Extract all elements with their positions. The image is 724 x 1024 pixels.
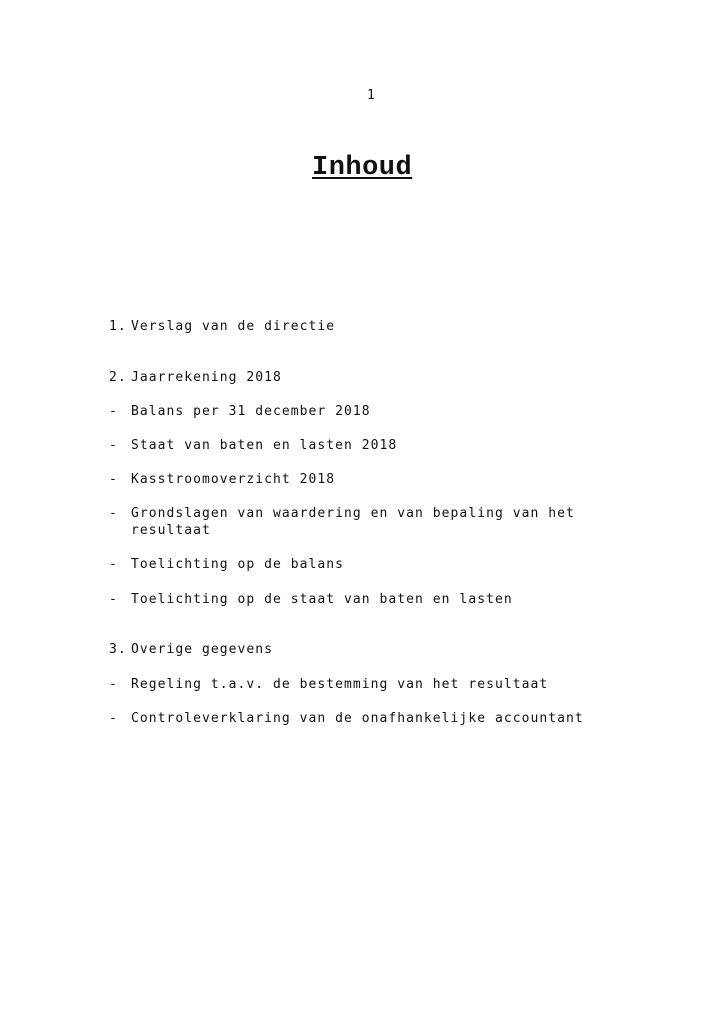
section-label: Verslag van de directie [131, 319, 336, 334]
section-number: 3. [109, 642, 127, 657]
bullet-dash: - [109, 677, 118, 692]
bullet-dash: - [109, 592, 118, 607]
section-number: 2. [109, 370, 127, 385]
bullet-dash: - [109, 472, 118, 487]
item-label: Staat van baten en lasten 2018 [131, 438, 398, 453]
item-label: Grondslagen van waardering en van bepaling van het [131, 506, 575, 521]
item-label: Kasstroomoverzicht 2018 [131, 472, 336, 487]
item-label: Controleverklaring van de onafhankelijke accountant [131, 711, 584, 726]
item-label: Toelichting op de staat van baten en lasten [131, 592, 513, 607]
page-number: 1 [367, 88, 375, 103]
page-title: Inhoud [312, 153, 413, 183]
item-label: Regeling t.a.v. de bestemming van het resultaat [131, 677, 549, 692]
item-label-continuation: resultaat [131, 523, 211, 538]
item-label: Balans per 31 december 2018 [131, 404, 371, 419]
section-number: 1. [109, 319, 127, 334]
bullet-dash: - [109, 711, 118, 726]
bullet-dash: - [109, 438, 118, 453]
bullet-dash: - [109, 557, 118, 572]
bullet-dash: - [109, 506, 118, 521]
section-label: Jaarrekening 2018 [131, 370, 282, 385]
section-label: Overige gegevens [131, 642, 274, 657]
item-label: Toelichting op de balans [131, 557, 345, 572]
bullet-dash: - [109, 404, 118, 419]
